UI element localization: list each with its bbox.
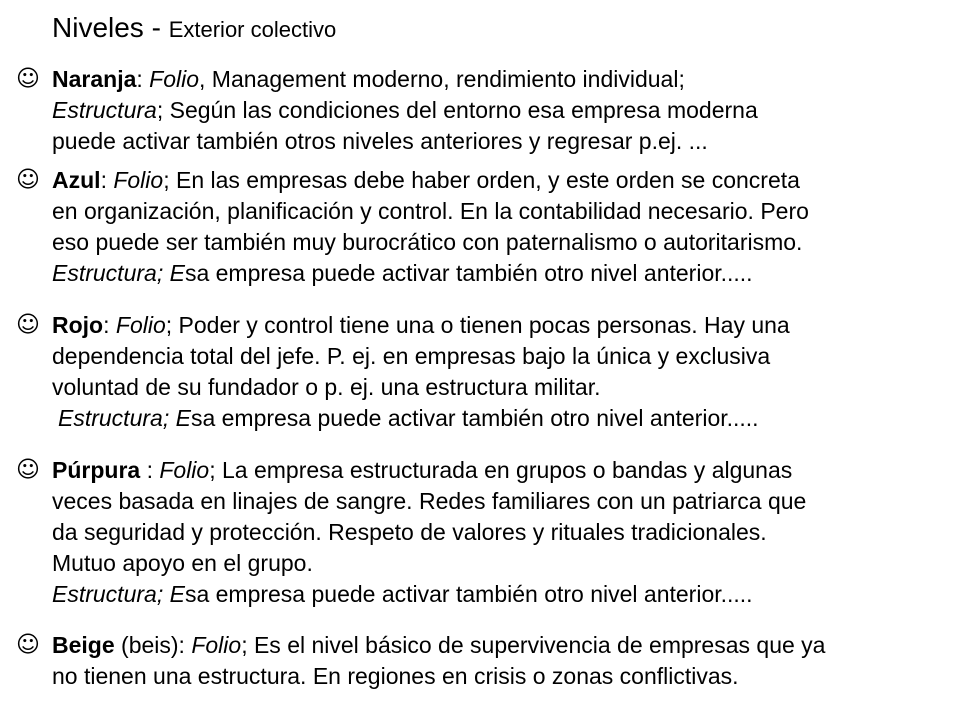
title-separator: - bbox=[143, 12, 169, 43]
item-line: dependencia total del jefe. P. ej. en empresas bajo la única y exclusiva bbox=[52, 343, 771, 369]
smiley-bullet-icon: ☺ bbox=[16, 312, 40, 338]
slide-title bbox=[52, 12, 336, 44]
item-line: Estructura; Esa empresa puede activar también otro nivel anterior..... bbox=[52, 260, 753, 286]
smiley-bullet-icon: ☺ bbox=[16, 167, 40, 193]
item-line: voluntad de su fundador o p. ej. una estructura militar. bbox=[52, 374, 601, 400]
smiley-bullet-icon: ☺ bbox=[16, 66, 40, 92]
item-line: Naranja: Folio, Management moderno, rendimiento individual; bbox=[52, 66, 685, 92]
level-name: Azul bbox=[52, 167, 101, 193]
item-line: Mutuo apoyo en el grupo. bbox=[52, 550, 313, 576]
level-name: Beige bbox=[52, 632, 115, 658]
level-item-beige bbox=[16, 630, 956, 692]
smiley-bullet-icon: ☺ bbox=[16, 632, 40, 658]
item-line: puede activar también otros niveles anteriores y regresar p.ej. ... bbox=[52, 128, 708, 154]
item-line: veces basada en linajes de sangre. Redes familiares con un patriarca que bbox=[52, 488, 807, 514]
item-line: Estructura; Esa empresa puede activar también otro nivel anterior..... bbox=[58, 405, 759, 431]
item-line: Púrpura : Folio; La empresa estructurada en grupos o bandas y algunas bbox=[52, 457, 793, 483]
level-item-purpura bbox=[16, 455, 956, 610]
level-name: Rojo bbox=[52, 312, 104, 338]
title-subtitle: Exterior colectivo bbox=[168, 17, 337, 42]
level-name: Naranja bbox=[52, 66, 137, 92]
item-line: no tienen una estructura. En regiones en crisis o zonas conflictivas. bbox=[52, 663, 739, 689]
folio-label: Folio bbox=[115, 312, 166, 338]
level-name: Púrpura bbox=[52, 457, 141, 483]
item-line: Rojo: Folio; Poder y control tiene una o tienen pocas personas. Hay una bbox=[52, 312, 790, 338]
estructura-label: Estructura bbox=[52, 97, 157, 123]
level-item-azul bbox=[16, 165, 956, 289]
item-line: Estructura; Según las condiciones del entorno esa empresa moderna bbox=[52, 97, 758, 123]
level-item-naranja bbox=[16, 64, 956, 157]
item-line: Azul: Folio; En las empresas debe haber orden, y este orden se concreta bbox=[52, 167, 800, 193]
level-item-rojo bbox=[16, 310, 956, 434]
item-line: en organización, planificación y control. En la contabilidad necesario. Pero bbox=[52, 198, 809, 224]
estructura-label: Estructura; E bbox=[52, 581, 185, 607]
item-line: Estructura; Esa empresa puede activar también otro nivel anterior..... bbox=[52, 581, 753, 607]
folio-label: Folio bbox=[191, 632, 242, 658]
item-line: Beige (beis): Folio; Es el nivel básico de supervivencia de empresas que ya bbox=[52, 632, 826, 658]
folio-label: Folio bbox=[113, 167, 164, 193]
estructura-label: Estructura; E bbox=[52, 260, 185, 286]
title-main: Niveles bbox=[52, 12, 144, 43]
item-line: da seguridad y protección. Respeto de valores y rituales tradicionales. bbox=[52, 519, 767, 545]
estructura-label: Estructura; E bbox=[58, 405, 191, 431]
folio-label: Folio bbox=[149, 66, 200, 92]
smiley-bullet-icon: ☺ bbox=[16, 457, 40, 483]
folio-label: Folio bbox=[159, 457, 210, 483]
item-line: eso puede ser también muy burocrático con paternalismo o autoritarismo. bbox=[52, 229, 803, 255]
